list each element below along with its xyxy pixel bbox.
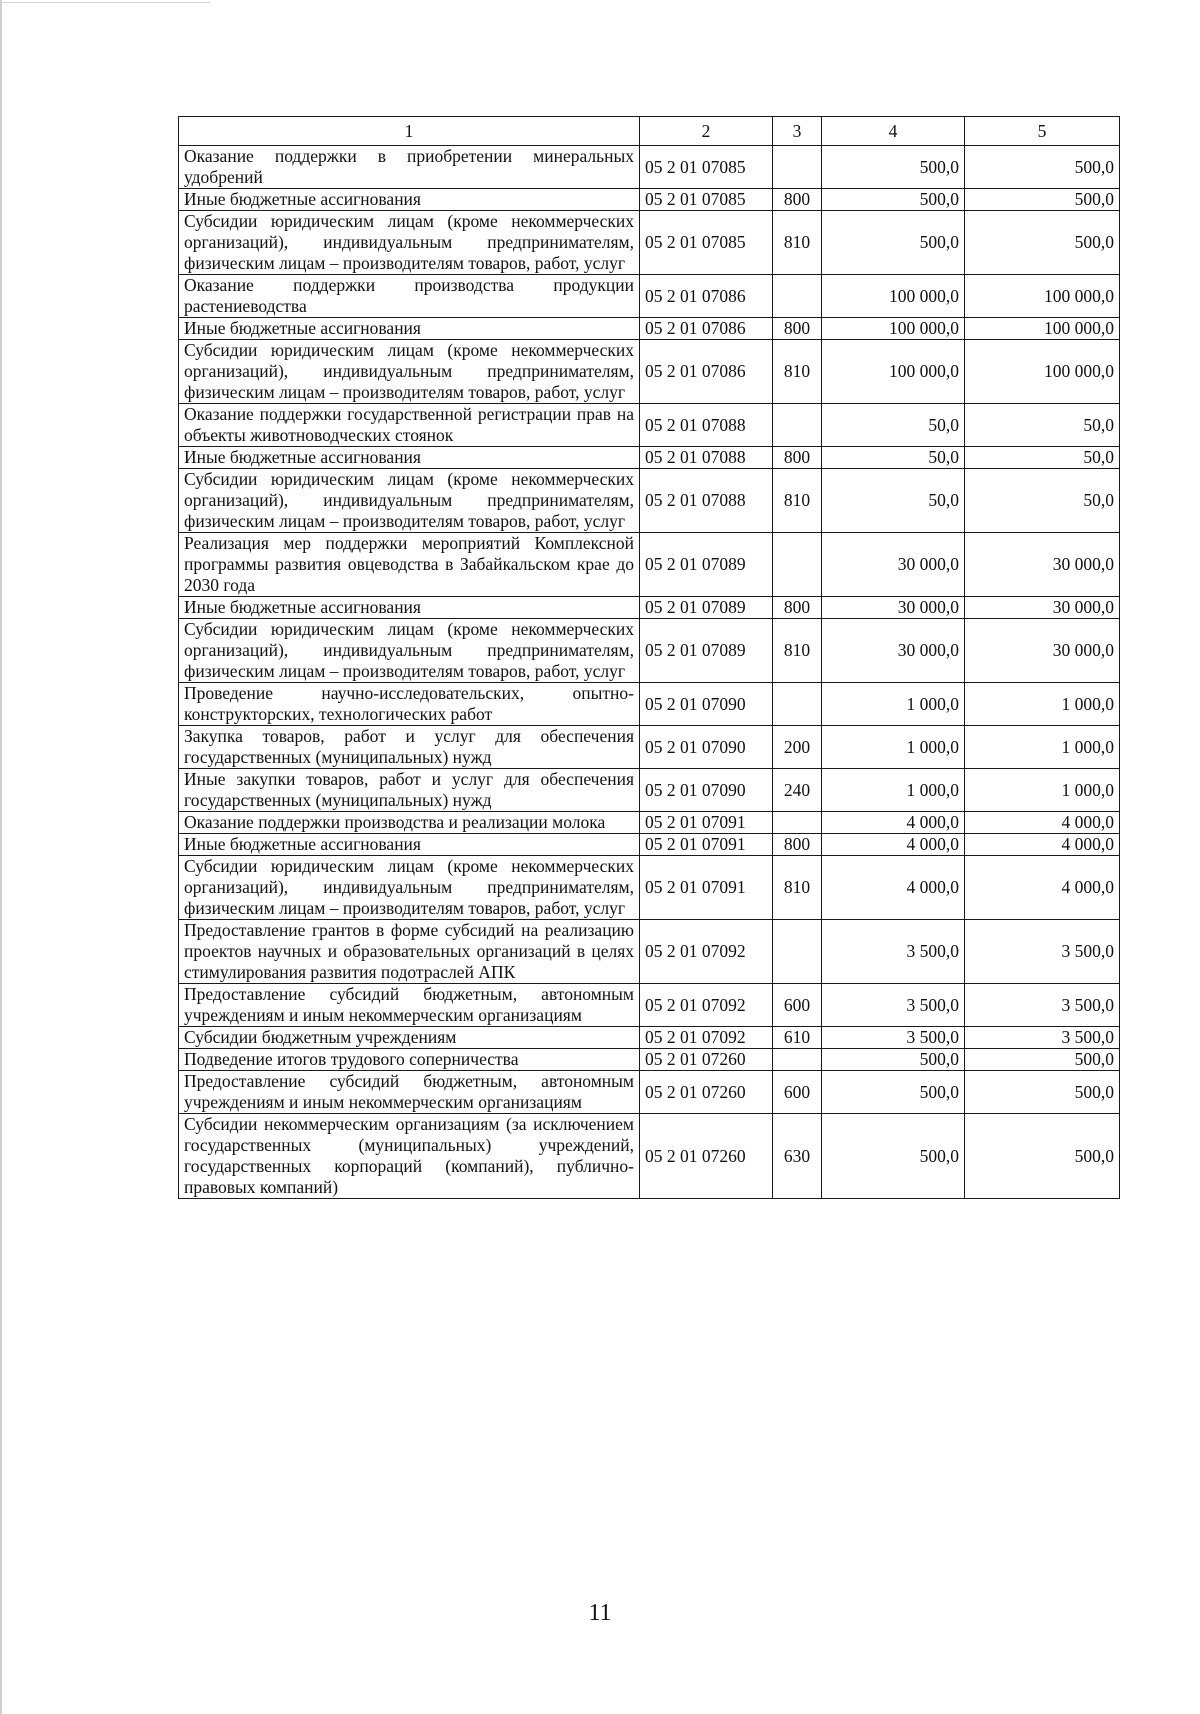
row-value-1-cell: 4 000,0 bbox=[822, 812, 965, 834]
table-row bbox=[179, 318, 1120, 340]
row-value-2-cell: 100 000,0 bbox=[965, 275, 1120, 318]
scan-edge bbox=[0, 0, 2, 1714]
row-value-2-cell: 100 000,0 bbox=[965, 318, 1120, 340]
table-row bbox=[179, 211, 1120, 275]
row-value-2-cell: 500,0 bbox=[965, 211, 1120, 275]
row-name-cell: Субсидии юридическим лицам (кроме некоммерческих организаций), индивидуальным предпринимателям, физическим лицам – производителям товаров, работ, услуг bbox=[179, 469, 640, 533]
row-value-2-cell: 1 000,0 bbox=[965, 726, 1120, 769]
row-value-1-cell: 500,0 bbox=[822, 189, 965, 211]
row-value-2-cell: 500,0 bbox=[965, 1114, 1120, 1199]
row-value-1-cell: 500,0 bbox=[822, 211, 965, 275]
row-code-cell: 05 2 01 07089 bbox=[640, 597, 773, 619]
table-row bbox=[179, 769, 1120, 812]
row-name-cell: Оказание поддержки производства и реализации молока bbox=[179, 812, 640, 834]
table-row bbox=[179, 1071, 1120, 1114]
row-code-cell: 05 2 01 07088 bbox=[640, 447, 773, 469]
row-type-cell: 200 bbox=[773, 726, 822, 769]
row-code-cell: 05 2 01 07092 bbox=[640, 984, 773, 1027]
table-row bbox=[179, 856, 1120, 920]
row-name-cell: Субсидии юридическим лицам (кроме некоммерческих организаций), индивидуальным предпринимателям, физическим лицам – производителям товаров, работ, услуг bbox=[179, 856, 640, 920]
table-row bbox=[179, 1027, 1120, 1049]
budget-table-body bbox=[179, 117, 1120, 1199]
row-type-cell: 810 bbox=[773, 211, 822, 275]
row-type-cell: 240 bbox=[773, 769, 822, 812]
row-type-cell: 800 bbox=[773, 447, 822, 469]
table-row bbox=[179, 619, 1120, 683]
row-code-cell: 05 2 01 07091 bbox=[640, 812, 773, 834]
row-type-cell bbox=[773, 1049, 822, 1071]
budget-table bbox=[178, 116, 1120, 1199]
row-value-1-cell: 3 500,0 bbox=[822, 920, 965, 984]
row-type-cell: 810 bbox=[773, 856, 822, 920]
row-value-1-cell: 100 000,0 bbox=[822, 318, 965, 340]
row-value-1-cell: 100 000,0 bbox=[822, 275, 965, 318]
row-name-cell: Иные бюджетные ассигнования bbox=[179, 447, 640, 469]
row-name-cell: Оказание поддержки государственной регистрации прав на объекты животноводческих стоянок bbox=[179, 404, 640, 447]
row-name-cell: Субсидии бюджетным учреждениям bbox=[179, 1027, 640, 1049]
row-code-cell: 05 2 01 07091 bbox=[640, 856, 773, 920]
row-name-cell: Оказание поддержки производства продукции растениеводства bbox=[179, 275, 640, 318]
row-value-2-cell: 3 500,0 bbox=[965, 1027, 1120, 1049]
row-type-cell: 800 bbox=[773, 597, 822, 619]
row-value-1-cell: 1 000,0 bbox=[822, 683, 965, 726]
row-name-cell: Иные бюджетные ассигнования bbox=[179, 834, 640, 856]
row-code-cell: 05 2 01 07085 bbox=[640, 211, 773, 275]
header-col-1: 1 bbox=[179, 117, 640, 146]
table-header-row bbox=[179, 117, 1120, 146]
row-value-1-cell: 4 000,0 bbox=[822, 856, 965, 920]
row-type-cell: 800 bbox=[773, 834, 822, 856]
row-value-2-cell: 500,0 bbox=[965, 189, 1120, 211]
row-code-cell: 05 2 01 07090 bbox=[640, 726, 773, 769]
row-type-cell: 610 bbox=[773, 1027, 822, 1049]
row-value-1-cell: 500,0 bbox=[822, 1049, 965, 1071]
row-code-cell: 05 2 01 07092 bbox=[640, 1027, 773, 1049]
row-value-2-cell: 500,0 bbox=[965, 1049, 1120, 1071]
row-type-cell: 810 bbox=[773, 340, 822, 404]
row-type-cell bbox=[773, 275, 822, 318]
scan-top-line bbox=[0, 2, 210, 3]
row-value-1-cell: 100 000,0 bbox=[822, 340, 965, 404]
header-col-3: 3 bbox=[773, 117, 822, 146]
table-row bbox=[179, 404, 1120, 447]
row-code-cell: 05 2 01 07260 bbox=[640, 1071, 773, 1114]
row-name-cell: Подведение итогов трудового соперничества bbox=[179, 1049, 640, 1071]
row-value-1-cell: 4 000,0 bbox=[822, 834, 965, 856]
row-type-cell bbox=[773, 683, 822, 726]
row-code-cell: 05 2 01 07086 bbox=[640, 340, 773, 404]
row-value-2-cell: 4 000,0 bbox=[965, 812, 1120, 834]
row-value-2-cell: 50,0 bbox=[965, 404, 1120, 447]
row-type-cell bbox=[773, 920, 822, 984]
row-name-cell: Субсидии юридическим лицам (кроме некоммерческих организаций), индивидуальным предпринимателям, физическим лицам – производителям товаров, работ, услуг bbox=[179, 340, 640, 404]
row-value-1-cell: 500,0 bbox=[822, 1114, 965, 1199]
row-name-cell: Предоставление субсидий бюджетным, автономным учреждениям и иным некоммерческим организациям bbox=[179, 1071, 640, 1114]
row-value-1-cell: 30 000,0 bbox=[822, 533, 965, 597]
row-code-cell: 05 2 01 07089 bbox=[640, 619, 773, 683]
row-value-2-cell: 50,0 bbox=[965, 469, 1120, 533]
row-code-cell: 05 2 01 07260 bbox=[640, 1114, 773, 1199]
table-row bbox=[179, 920, 1120, 984]
row-code-cell: 05 2 01 07085 bbox=[640, 189, 773, 211]
table-row bbox=[179, 340, 1120, 404]
row-type-cell: 800 bbox=[773, 318, 822, 340]
row-name-cell: Субсидии юридическим лицам (кроме некоммерческих организаций), индивидуальным предпринимателям, физическим лицам – производителям товаров, работ, услуг bbox=[179, 619, 640, 683]
row-value-2-cell: 1 000,0 bbox=[965, 683, 1120, 726]
row-name-cell: Оказание поддержки в приобретении минеральных удобрений bbox=[179, 146, 640, 189]
row-type-cell: 600 bbox=[773, 1071, 822, 1114]
table-row bbox=[179, 447, 1120, 469]
row-name-cell: Реализация мер поддержки мероприятий Комплексной программы развития овцеводства в Забайкальском крае до 2030 года bbox=[179, 533, 640, 597]
row-value-1-cell: 500,0 bbox=[822, 146, 965, 189]
row-name-cell: Иные бюджетные ассигнования bbox=[179, 189, 640, 211]
row-value-1-cell: 3 500,0 bbox=[822, 1027, 965, 1049]
table-row bbox=[179, 533, 1120, 597]
row-code-cell: 05 2 01 07090 bbox=[640, 683, 773, 726]
row-value-1-cell: 30 000,0 bbox=[822, 597, 965, 619]
row-name-cell: Иные бюджетные ассигнования bbox=[179, 318, 640, 340]
row-type-cell: 810 bbox=[773, 619, 822, 683]
row-code-cell: 05 2 01 07085 bbox=[640, 146, 773, 189]
row-value-2-cell: 3 500,0 bbox=[965, 920, 1120, 984]
row-value-2-cell: 100 000,0 bbox=[965, 340, 1120, 404]
table-row bbox=[179, 189, 1120, 211]
row-name-cell: Субсидии юридическим лицам (кроме некоммерческих организаций), индивидуальным предпринимателям, физическим лицам – производителям товаров, работ, услуг bbox=[179, 211, 640, 275]
row-value-1-cell: 50,0 bbox=[822, 404, 965, 447]
row-value-2-cell: 30 000,0 bbox=[965, 533, 1120, 597]
row-name-cell: Проведение научно-исследовательских, опытно-конструкторских, технологических работ bbox=[179, 683, 640, 726]
row-value-1-cell: 50,0 bbox=[822, 469, 965, 533]
table-row bbox=[179, 834, 1120, 856]
row-value-1-cell: 1 000,0 bbox=[822, 769, 965, 812]
row-code-cell: 05 2 01 07086 bbox=[640, 275, 773, 318]
row-code-cell: 05 2 01 07260 bbox=[640, 1049, 773, 1071]
row-code-cell: 05 2 01 07086 bbox=[640, 318, 773, 340]
row-value-1-cell: 1 000,0 bbox=[822, 726, 965, 769]
table-row bbox=[179, 984, 1120, 1027]
row-name-cell: Иные закупки товаров, работ и услуг для обеспечения государственных (муниципальных) нужд bbox=[179, 769, 640, 812]
row-value-2-cell: 30 000,0 bbox=[965, 619, 1120, 683]
row-type-cell: 800 bbox=[773, 189, 822, 211]
row-code-cell: 05 2 01 07088 bbox=[640, 469, 773, 533]
row-value-2-cell: 500,0 bbox=[965, 146, 1120, 189]
row-value-2-cell: 4 000,0 bbox=[965, 834, 1120, 856]
row-value-2-cell: 4 000,0 bbox=[965, 856, 1120, 920]
table-row bbox=[179, 146, 1120, 189]
row-type-cell: 630 bbox=[773, 1114, 822, 1199]
header-col-2: 2 bbox=[640, 117, 773, 146]
row-value-2-cell: 500,0 bbox=[965, 1071, 1120, 1114]
row-value-1-cell: 50,0 bbox=[822, 447, 965, 469]
row-type-cell bbox=[773, 146, 822, 189]
table-row bbox=[179, 1114, 1120, 1199]
header-col-5: 5 bbox=[965, 117, 1120, 146]
row-name-cell: Иные бюджетные ассигнования bbox=[179, 597, 640, 619]
row-code-cell: 05 2 01 07090 bbox=[640, 769, 773, 812]
row-name-cell: Субсидии некоммерческим организациям (за исключением государственных (муниципальных) учреждений, государственных корпораций (компаний), публично-правовых компаний) bbox=[179, 1114, 640, 1199]
table-row bbox=[179, 683, 1120, 726]
row-value-2-cell: 1 000,0 bbox=[965, 769, 1120, 812]
row-type-cell bbox=[773, 533, 822, 597]
row-type-cell: 600 bbox=[773, 984, 822, 1027]
row-type-cell bbox=[773, 812, 822, 834]
table-row bbox=[179, 469, 1120, 533]
row-value-2-cell: 50,0 bbox=[965, 447, 1120, 469]
table-row bbox=[179, 597, 1120, 619]
table-row bbox=[179, 1049, 1120, 1071]
row-code-cell: 05 2 01 07091 bbox=[640, 834, 773, 856]
row-value-2-cell: 3 500,0 bbox=[965, 984, 1120, 1027]
table-row bbox=[179, 275, 1120, 318]
row-name-cell: Предоставление грантов в форме субсидий на реализацию проектов научных и образовательных организаций в целях стимулирования развития подотраслей АПК bbox=[179, 920, 640, 984]
header-col-4: 4 bbox=[822, 117, 965, 146]
row-type-cell: 810 bbox=[773, 469, 822, 533]
row-value-2-cell: 30 000,0 bbox=[965, 597, 1120, 619]
row-code-cell: 05 2 01 07089 bbox=[640, 533, 773, 597]
row-code-cell: 05 2 01 07092 bbox=[640, 920, 773, 984]
table-row bbox=[179, 812, 1120, 834]
row-name-cell: Предоставление субсидий бюджетным, автономным учреждениям и иным некоммерческим организациям bbox=[179, 984, 640, 1027]
page-number: 11 bbox=[588, 1600, 612, 1626]
row-value-1-cell: 500,0 bbox=[822, 1071, 965, 1114]
row-name-cell: Закупка товаров, работ и услуг для обеспечения государственных (муниципальных) нужд bbox=[179, 726, 640, 769]
row-value-1-cell: 30 000,0 bbox=[822, 619, 965, 683]
row-code-cell: 05 2 01 07088 bbox=[640, 404, 773, 447]
row-value-1-cell: 3 500,0 bbox=[822, 984, 965, 1027]
table-row bbox=[179, 726, 1120, 769]
row-type-cell bbox=[773, 404, 822, 447]
